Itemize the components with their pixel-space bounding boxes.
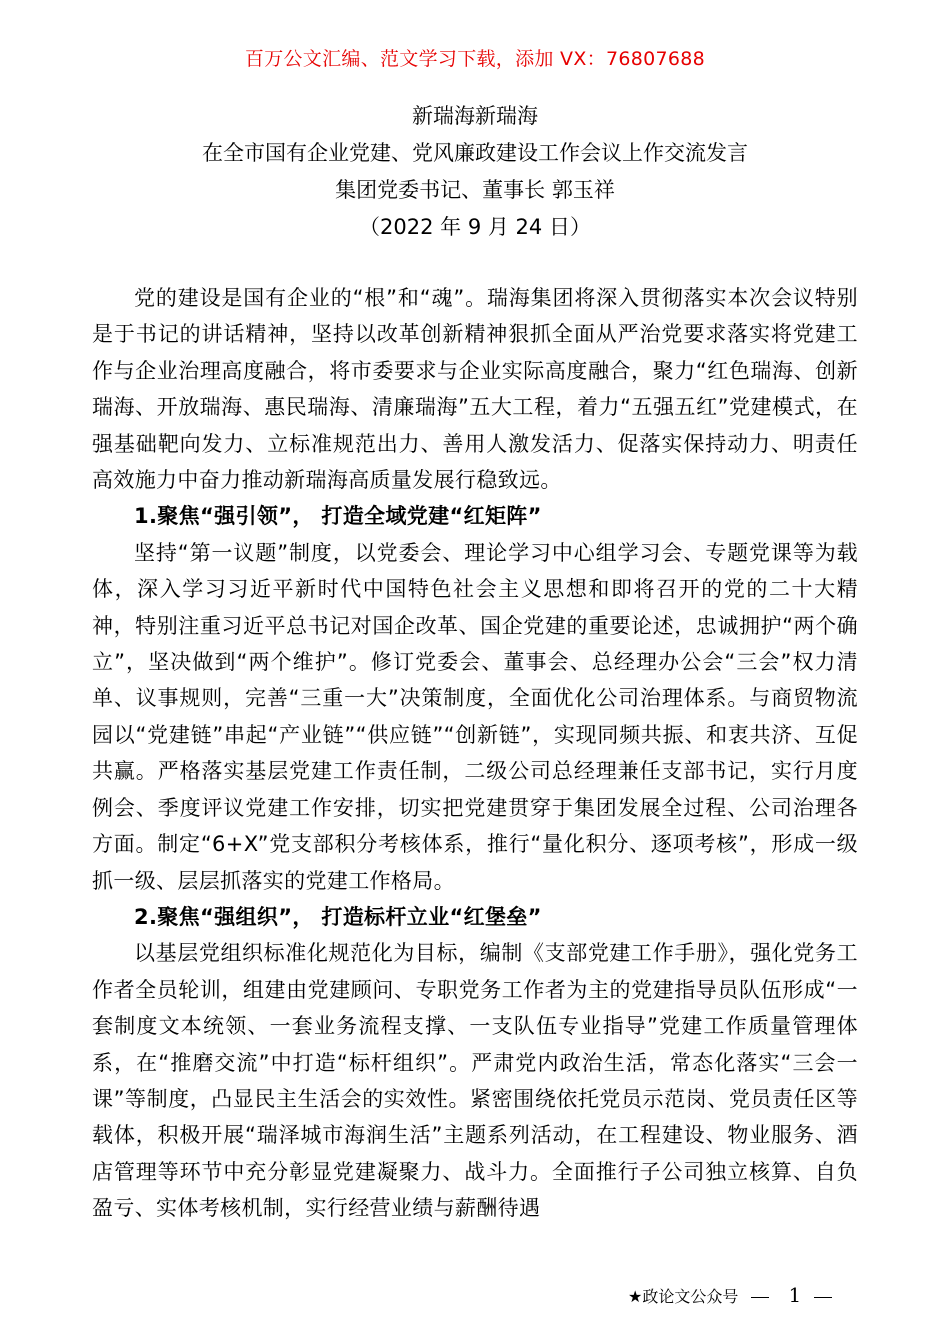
section-heading-1: 1.聚焦“强引领”， 打造全域党建“红矩阵” — [134, 504, 542, 529]
footer-dash-right — [814, 1297, 832, 1298]
date-line: （2022 年 9 月 24 日） — [359, 215, 591, 239]
page-number: 1 — [788, 1283, 802, 1307]
section-paragraph-2: 以基层党组织标准化规范化为目标，编制《支部党建工作手册》，强化党务工作者全员轮训，组建由党建顾问、专职党务工作者为主的党建指导员队伍形成“一套制度文本统领、一套业务流程支撑、一支队伍专业指导”党建工作质量管理体系，在“推磨交流”中打造“标杆组织”。严肃党内政治生活，常态化落实“三会一课”等制度，凸显民主生活会的实效性。紧密围绕依托党员示范岗、党员责任区等载体，积极开展“瑞泽城市海润生活”主题系列活动，在工程建设、物业服务、酒店管理等环节中充分彰显党建凝聚力、战斗力。全面推行子公司独立核算、自负盈亏、实体考核机制，实行经营业绩与薪酬待遇 — [92, 941, 858, 1221]
speaker-line: 集团党委书记、董事长 郭玉祥 — [335, 178, 615, 202]
footer-dash-left — [751, 1297, 769, 1298]
section-heading-2: 2.聚焦“强组织”， 打造标杆立业“红堡垒” — [134, 904, 542, 929]
document-body — [92, 280, 858, 1227]
intro-paragraph: 党的建设是国有企业的“根”和“魂”。瑞海集团将深入贯彻落实本次会议特别是于书记的讲话精神，坚持以改革创新精神狠抓全面从严治党要求落实将党建工作与企业治理高度融合，将市委要求与企业实际高度融合，聚力“红色瑞海、创新瑞海、开放瑞海、惠民瑞海、清廉瑞海”五大工程，着力“五强五红”党建模式，在强基础靶向发力、立标准规范出力、善用人激发活力、促落实保持动力、明责任高效施力中奋力推动新瑞海高质量发展行稳致远。 — [92, 286, 858, 493]
main-title: 新瑞海新瑞海 — [412, 104, 538, 128]
download-banner: 百万公文汇编、范文学习下载，添加 VX：76807688 — [244, 48, 706, 70]
page-footer — [628, 1284, 840, 1308]
title-block — [0, 98, 950, 246]
subtitle: 在全市国有企业党建、党风廉政建设工作会议上作交流发言 — [202, 141, 748, 165]
footer-label: ★政论文公众号 — [628, 1287, 739, 1306]
section-paragraph-1: 坚持“第一议题”制度，以党委会、理论学习中心组学习会、专题党课等为载体，深入学习习近平新时代中国特色社会主义思想和即将召开的党的二十大精神，特别注重习近平总书记对国企改革、国企党建的重要论述，忠诚拥护“两个确立”，坚决做到“两个维护”。修订党委会、董事会、总经理办公会“三会”权力清单、议事规则，完善“三重一大”决策制度，全面优化公司治理体系。与商贸物流园以“党建链”串起“产业链”“供应链”“创新链”，实现同频共振、和衷共济、互促共赢。严格落实基层党建工作责任制，二级公司总经理兼任支部书记，实行月度例会、季度评议党建工作安排，切实把党建贯穿于集团发展全过程、公司治理各方面。制定“6+X”党支部积分考核体系，推行“量化积分、逐项考核”，形成一级抓一级、层层抓落实的党建工作格局。 — [92, 540, 858, 893]
